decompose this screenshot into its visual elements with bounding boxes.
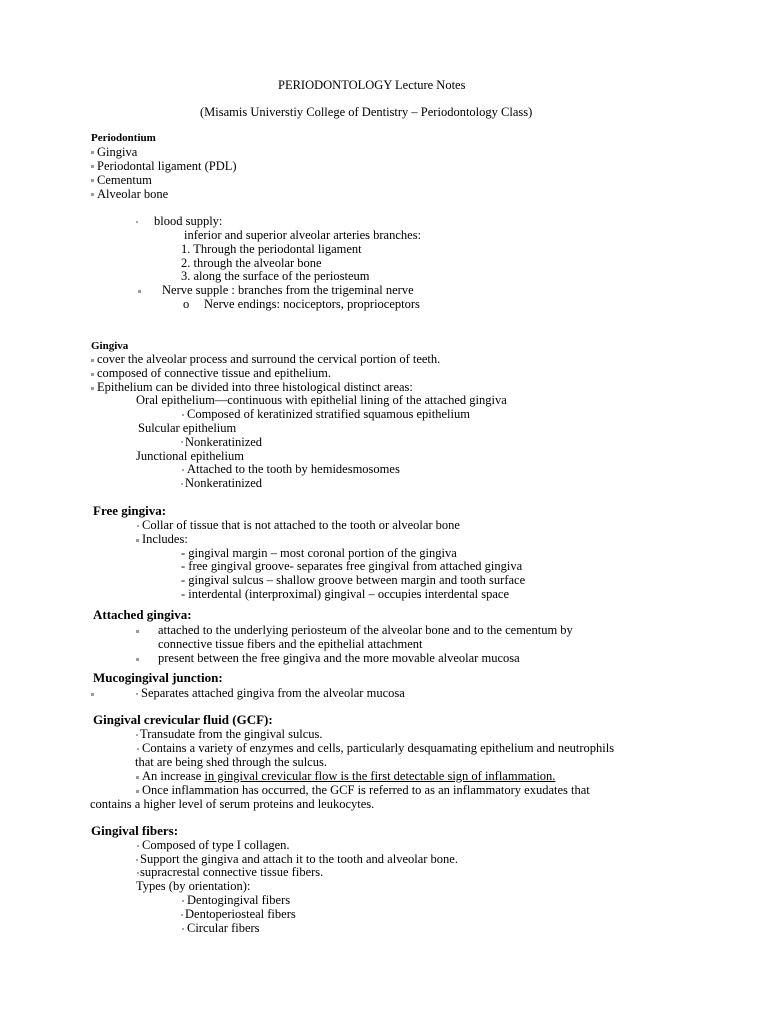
list-item: - gingival sulcus – shallow groove between margin and tooth surface — [181, 573, 526, 587]
blood-supply-label: blood supply: — [154, 214, 223, 228]
fibers-text: Composed of type I collagen. — [142, 838, 290, 852]
list-item: Circular fibers — [187, 921, 260, 935]
list-item: Gingiva — [97, 145, 138, 159]
list-item: composed of connective tissue and epithelium. — [97, 366, 331, 380]
bullet-icon — [182, 928, 184, 930]
list-item: cover the alveolar process and surround the cervical portion of teeth. — [97, 352, 441, 366]
gcf-text: Contains a variety of enzymes and cells, particularly desquamating epithelium and neutrophils — [142, 741, 615, 755]
gcf-text: Once inflammation has occurred, the GCF is referred to as an inflammatory exudates that — [142, 783, 590, 797]
fibers-types-label: Types (by orientation): — [136, 879, 251, 893]
section-heading-gcf: Gingival crevicular fluid (GCF): — [93, 712, 273, 727]
section-heading-free-gingiva: Free gingiva: — [93, 503, 167, 518]
bullet-icon — [91, 151, 94, 154]
bullet-icon — [181, 441, 183, 443]
list-item: - gingival margin – most coronal portion of the gingiva — [181, 546, 457, 560]
bullet-icon — [91, 179, 94, 182]
bullet-icon — [91, 359, 94, 362]
free-gingiva-includes: Includes: — [142, 532, 188, 546]
bullet-icon — [138, 290, 141, 293]
bullet-icon — [136, 734, 138, 736]
bullet-icon — [136, 539, 139, 542]
bullet-icon — [182, 469, 184, 471]
bullet-icon — [136, 630, 139, 633]
bullet-icon — [137, 872, 139, 874]
oral-epithelium-sub: Composed of keratinized stratified squamous epithelium — [187, 407, 470, 421]
bullet-icon — [137, 748, 139, 750]
sulcular-epithelium-sub: Nonkeratinized — [185, 435, 263, 449]
attached-gingiva-text: present between the free gingiva and the more movable alveolar mucosa — [158, 651, 520, 665]
nerve-endings-text: Nerve endings: nociceptors, proprioceptors — [204, 297, 420, 311]
section-heading-attached-gingiva: Attached gingiva: — [93, 607, 192, 622]
list-item: - interdental (interproximal) gingival – occupies interdental space — [181, 587, 510, 601]
list-item: Cementum — [97, 173, 152, 187]
section-heading-periodontium: Periodontium — [91, 132, 156, 144]
bullet-icon — [136, 859, 138, 861]
bullet-icon — [91, 387, 94, 390]
bullet-icon — [136, 776, 139, 779]
junctional-epithelium-text: Junctional epithelium — [136, 449, 244, 463]
bullet-icon — [91, 373, 94, 376]
bullet-icon — [182, 900, 184, 902]
arteries-text: inferior and superior alveolar arteries branches: — [184, 228, 422, 242]
bullet-icon — [91, 165, 94, 168]
attached-gingiva-text: connective tissue fibers and the epithelial attachment — [158, 637, 423, 651]
list-item: - free gingival groove- separates free gingival from attached gingiva — [181, 559, 523, 573]
page-title: PERIODONTOLOGY Lecture Notes — [278, 78, 466, 92]
bullet-icon — [136, 790, 139, 793]
list-item: 2. through the alveolar bone — [181, 256, 322, 270]
page-subtitle: (Misamis Universtiy College of Dentistry – Periodontology Class) — [200, 105, 533, 119]
gcf-text: contains a higher level of serum proteins and leukocytes. — [90, 797, 375, 811]
gcf-increase-lead: An increase — [142, 769, 205, 783]
nerve-text: Nerve supple : branches from the trigeminal nerve — [162, 283, 414, 297]
gcf-text — [142, 769, 555, 783]
bullet-icon — [136, 221, 138, 223]
junctional-epithelium-sub: Attached to the tooth by hemidesmosomes — [187, 462, 400, 476]
attached-gingiva-text: attached to the underlying periosteum of the alveolar bone and to the cementum by — [158, 623, 573, 637]
sulcular-epithelium-text: Sulcular epithelium — [138, 421, 237, 435]
list-item: Periodontal ligament (PDL) — [97, 159, 237, 173]
bullet-icon — [137, 525, 139, 527]
junctional-epithelium-sub: Nonkeratinized — [185, 476, 263, 490]
gcf-text: Transudate from the gingival sulcus. — [140, 727, 323, 741]
section-heading-mucogingival: Mucogingival junction: — [93, 670, 223, 685]
list-item: 3. along the surface of the periosteum — [181, 269, 370, 283]
bullet-icon — [181, 483, 183, 485]
bullet-icon — [91, 693, 94, 696]
bullet-icon — [136, 658, 139, 661]
mucogingival-text: Separates attached gingiva from the alveolar mucosa — [141, 686, 405, 700]
gcf-increase-underlined: in gingival crevicular flow is the first detectable sign of inflammation. — [204, 769, 556, 783]
section-heading-gingival-fibers: Gingival fibers: — [91, 823, 179, 838]
fibers-text: supracrestal connective tissue fibers. — [140, 865, 324, 879]
nerve-marker: o — [183, 297, 190, 311]
bullet-icon — [136, 693, 138, 695]
bullet-icon — [137, 845, 139, 847]
fibers-text: Support the gingiva and attach it to the tooth and alveolar bone. — [140, 852, 458, 866]
list-item: Dentogingival fibers — [187, 893, 291, 907]
bullet-icon — [182, 414, 184, 416]
list-item: Dentoperiosteal fibers — [185, 907, 296, 921]
gcf-text: that are being shed through the sulcus. — [135, 755, 327, 769]
free-gingiva-collar: Collar of tissue that is not attached to the tooth or alveolar bone — [142, 518, 460, 532]
bullet-icon — [181, 914, 183, 916]
list-item: Epithelium can be divided into three histological distinct areas: — [97, 380, 413, 394]
list-item: 1. Through the periodontal ligament — [181, 242, 362, 256]
list-item: Alveolar bone — [97, 187, 169, 201]
oral-epithelium-text: Oral epithelium—continuous with epithelial lining of the attached gingiva — [136, 393, 507, 407]
section-heading-gingiva: Gingiva — [91, 340, 129, 352]
bullet-icon — [91, 193, 94, 196]
